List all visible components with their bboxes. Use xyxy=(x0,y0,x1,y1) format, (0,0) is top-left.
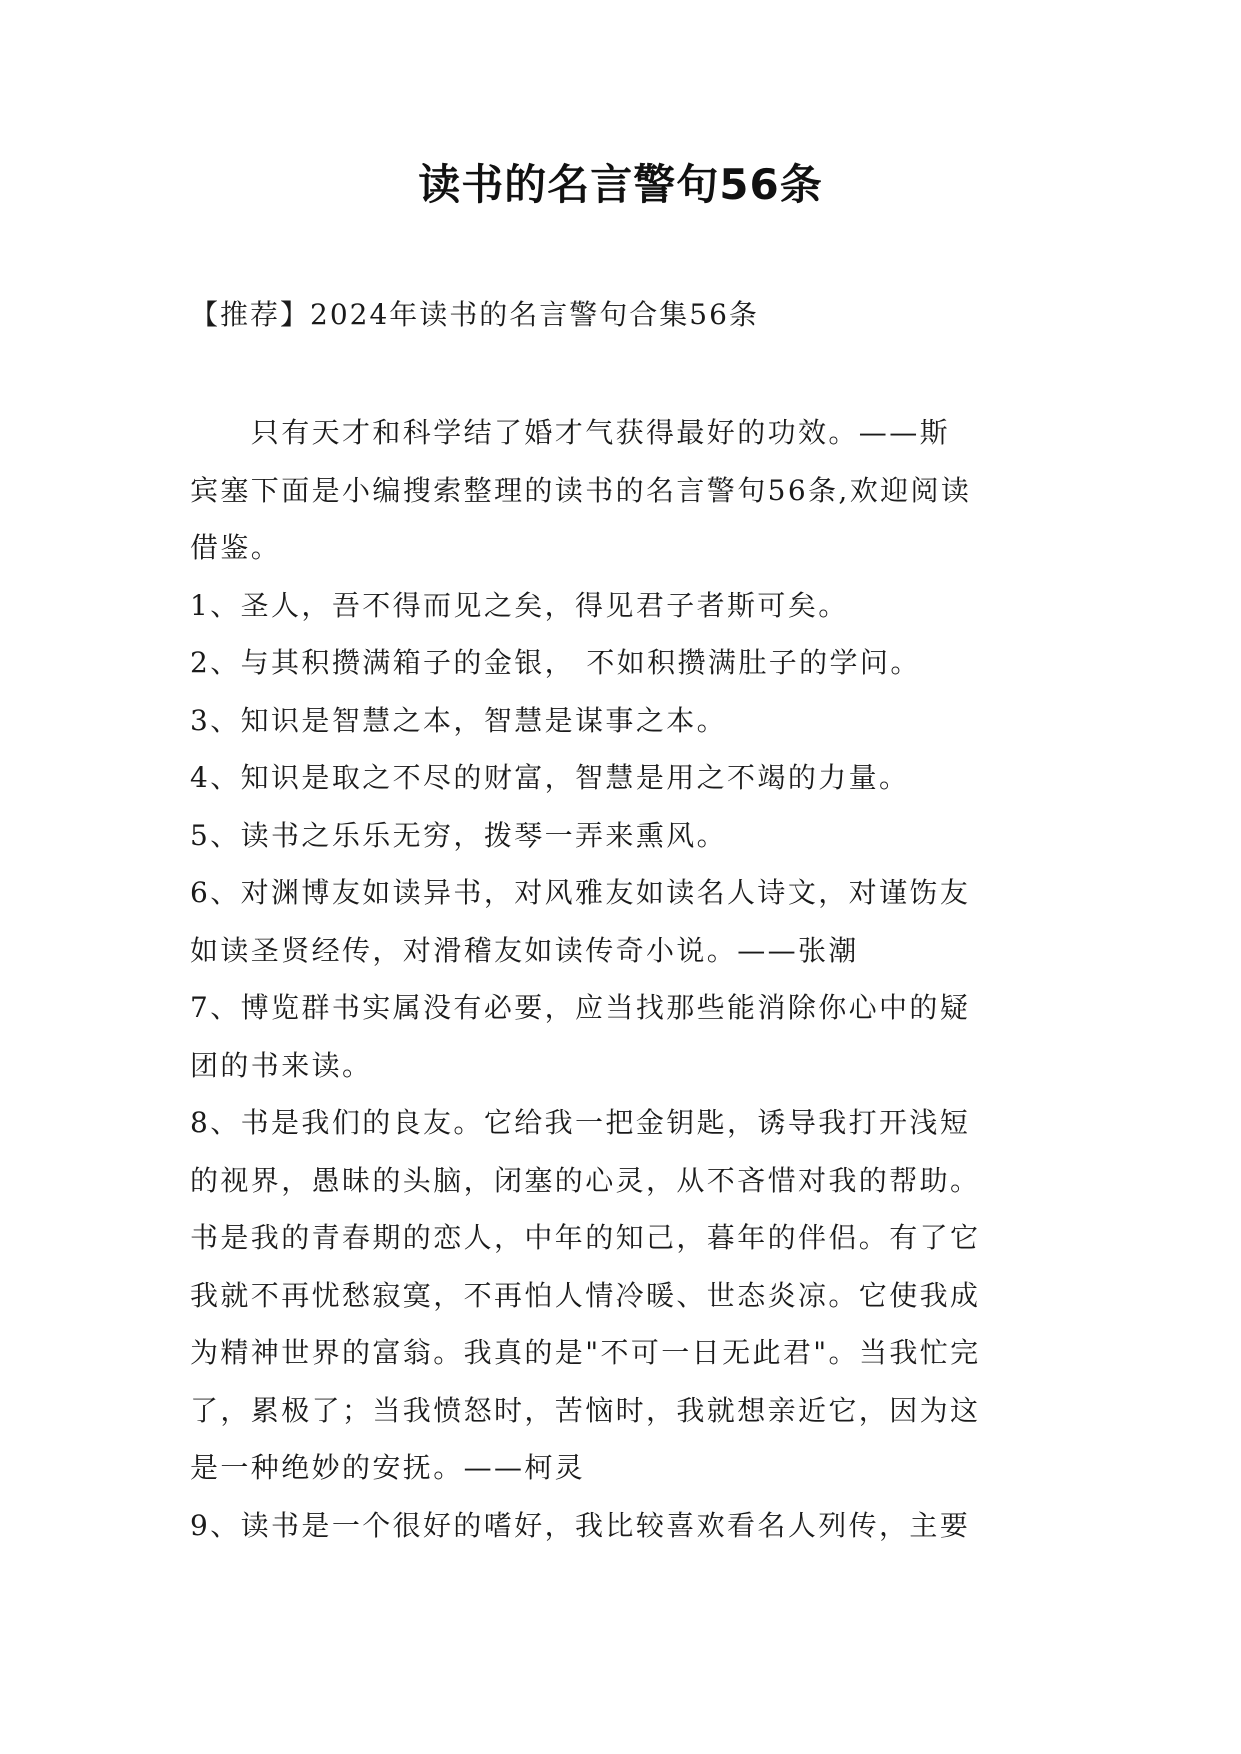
body-line: 我就不再忧愁寂寞，不再怕人情冷暖、世态炎凉。它使我成 xyxy=(190,1278,981,1312)
body-line: 9、读书是一个很好的嗜好，我比较喜欢看名人列传，主要 xyxy=(190,1508,971,1542)
body-line: 如读圣贤经传，对滑稽友如读传奇小说。——张潮 xyxy=(190,933,859,967)
body-line: 为精神世界的富翁。我真的是"不可一日无此君"。当我忙完 xyxy=(190,1336,981,1369)
body-line: 5、读书之乐乐无穷，拨琴一弄来熏风。 xyxy=(190,818,728,852)
body-line: 借鉴。 xyxy=(190,531,282,564)
body-line: 7、博览群书实属没有必要，应当找那些能消除你心中的疑 xyxy=(190,991,971,1024)
document-body xyxy=(190,404,1070,1554)
body-line: 了，累极了；当我愤怒时，苦恼时，我就想亲近它，因为这 xyxy=(190,1393,981,1427)
body-line: 2、与其积攒满箱子的金银， 不如积攒满肚子的学问。 xyxy=(190,646,921,679)
document-subtitle: 【推荐】2024年读书的名言警句合集56条 xyxy=(190,298,759,331)
body-line: 8、书是我们的良友。它给我一把金钥匙，诱导我打开浅短 xyxy=(190,1106,971,1139)
body-line: 团的书来读。 xyxy=(190,1048,373,1082)
document-title: 读书的名言警句56条 xyxy=(418,160,823,209)
body-line: 宾塞下面是小编搜索整理的读书的名言警句56条,欢迎阅读 xyxy=(190,473,972,507)
body-line: 6、对渊博友如读异书，对风雅友如读名人诗文，对谨饬友 xyxy=(190,876,971,909)
body-line: 的视界，愚昧的头脑，闭塞的心灵，从不吝惜对我的帮助。 xyxy=(190,1163,981,1197)
body-line: 是一种绝妙的安抚。——柯灵 xyxy=(190,1451,586,1484)
body-line: 1、圣人，吾不得而见之矣，得见君子者斯可矣。 xyxy=(190,588,849,622)
body-line: 3、知识是智慧之本，智慧是谋事之本。 xyxy=(190,703,728,737)
body-line: 4、知识是取之不尽的财富，智慧是用之不竭的力量。 xyxy=(190,761,910,794)
body-line: 书是我的青春期的恋人，中年的知己，暮年的伴侣。有了它 xyxy=(190,1221,981,1254)
body-line: 只有天才和科学结了婚才气获得最好的功效。——斯 xyxy=(190,416,951,449)
